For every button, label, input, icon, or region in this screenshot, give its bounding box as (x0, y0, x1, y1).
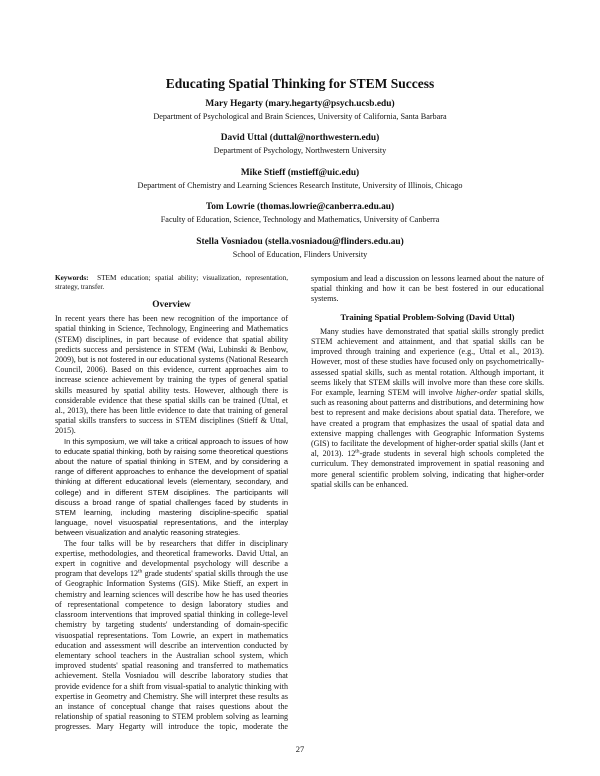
author-affiliation-4: Faculty of Education, Science, Technology and Mathematics, University of Canberra (160, 215, 440, 224)
keywords-label: Keywords: (55, 274, 89, 282)
page-number: 27 (295, 744, 305, 754)
author-name-3: Mike Stieff (mstieff@uic.edu) (240, 168, 360, 178)
superscript: th (355, 448, 360, 455)
overview-paragraph-1: In recent years there has been new recognition of the importance of spatial thinking in Science, Technology, Engineering and Mathematics (STEM) disciplines, in part because of evidence that spatial ability predicts success and persistence in STEM (Wai, Lubinski & Benbow, 2009), but is not fostered in our educational systems (National Research Council, 2006). Based on this evidence, current approaches aim to increase science achievement by training the types of general spatial skills measured by spatial ability tests. However, although there is considerable evidence that these spatial skills can be trained (Uttal, et al., 2013), there has been little evidence to date that training of general spatial skills transfers to success in STEM disciplines (Stieff & Uttal, 2015). (55, 314, 288, 436)
author-name-2: David Uttal (duttal@northwestern.edu) (220, 133, 380, 143)
keywords (55, 274, 288, 292)
author-affiliation-3: Department of Chemistry and Learning Sciences Research Institute, University of Illinois, Chicago (137, 181, 463, 190)
superscript: th (138, 568, 143, 575)
section-training-text: Many studies have demonstrated that spatial skills strongly predict STEM achievement and attainment, and that spatial skills can be improved through training and experience (e.g., Uttal et al., 2013). However, most of these studies have focused only on psychometrically-assessed spatial skills, such as mental rotation. Although important, it seems likely that STEM skills will involve more than these core skills. For example, learning STEM will involve (311, 326, 544, 398)
author-name-4: Tom Lowrie (thomas.lowrie@canberra.edu.au) (205, 202, 395, 212)
section-training-text-2: spatial skills, such as reasoning about patterns and distributions, and determining how best to represent and make decisions about spatial data. Therefore, we have created a program that emphasizes the usaal of spatial data and extensive mapping challenges with Geographic Information Systems (GIS) to facilitate the development of higher-order spatial skills (Jant et al, 2013). 12 (311, 388, 544, 459)
author-affiliation-1: Department of Psychological and Brain Sciences, University of California, Santa Barbara (153, 112, 447, 121)
overview-heading: Overview (152, 300, 191, 310)
keywords-text: STEM education; spatial ability; visualization, representation, strategy, transfer. (55, 274, 288, 291)
author-affiliation-2: Department of Psychology, Northwestern University (213, 146, 387, 155)
overview-paragraph-2: In this symposium, we will take a critical approach to issues of how to educate spatial thinking, both by raising some theoretical questions about the nature of spatial thinking in STEM, and by considering a range of different approaches to enhance the development of spatial thinking at different educational levels (elementary, secondary, and college) and in different STEM disciplines. The participants will discuss a broad range of spatial challenges faced by students in STEM learning, including mastering discipline-specific spatial language, novel visuospatial representations, and the interplay between visualization and analytic reasoning strategies. (55, 436, 288, 538)
overview-paragraph-3 (55, 539, 288, 733)
emphasis-text: higher-order (456, 388, 498, 398)
author-name-1: Mary Hegarty (mary.hegarty@psych.ucsb.edu) (205, 99, 395, 109)
overview-paragraph-3-continued: grade students' spatial skills through the use of Geographic Information Systems (GIS). Mike Stieff, an expert in chemistry and learning sciences will describe how he has used theories of representational competence to design laboratory studies and classroom interventions that improved spatial thinking in college-level chemistry by targeting students' understanding of domain-specific visuospatial representations. Tom Lowrie, an expert in mathematics education and assessment will describe an intervention conducted by elementary school teachers in the Australian school system, which improved students' spatial reasoning and transferred to mathematics achievement. Stella Vosniadou will describe laboratory studies that provide evidence for a shift from visual-spatial to analytic thinking with expertise in Geometry and Chemistry. She will interpret these results as an instance of conceptual change that raises questions about the relationship of spatial reasoning to STEM problem solving as learning progresses. Mary Hegarty will introduce the topic, moderate the (55, 569, 288, 732)
author-name-5: Stella Vosniadou (stella.vosniadou@flinders.edu.au) (196, 237, 404, 247)
left-column (55, 274, 288, 733)
paper-title: Educating Spatial Thinking for STEM Success (165, 76, 435, 91)
overview-paragraph-3-text: The four talks will be by researchers that differ in disciplinary expertise, methodologies, and theoretical frameworks. David Uttal, an expert in cognitive and developmental psychology will describe a program that develops 12 (55, 538, 288, 579)
section-training-paragraph (311, 327, 544, 490)
overview-paragraph-3-overflow: symposium and lead a discussion on lessons learned about the nature of spatial thinking and how it can be best fostered in our educational systems. (311, 274, 544, 304)
right-column (311, 274, 544, 490)
section-training-text-3: -grade students in several high schools completed the curriculum. They demonstrated improvement in spatial reasoning and more general scientific problem solving, indicating that higher-order spatial skills can be enhanced. (311, 449, 544, 489)
section-training-heading: Training Spatial Problem-Solving (David Uttal) (340, 311, 515, 322)
author-affiliation-5: School of Education, Flinders University (232, 250, 368, 259)
